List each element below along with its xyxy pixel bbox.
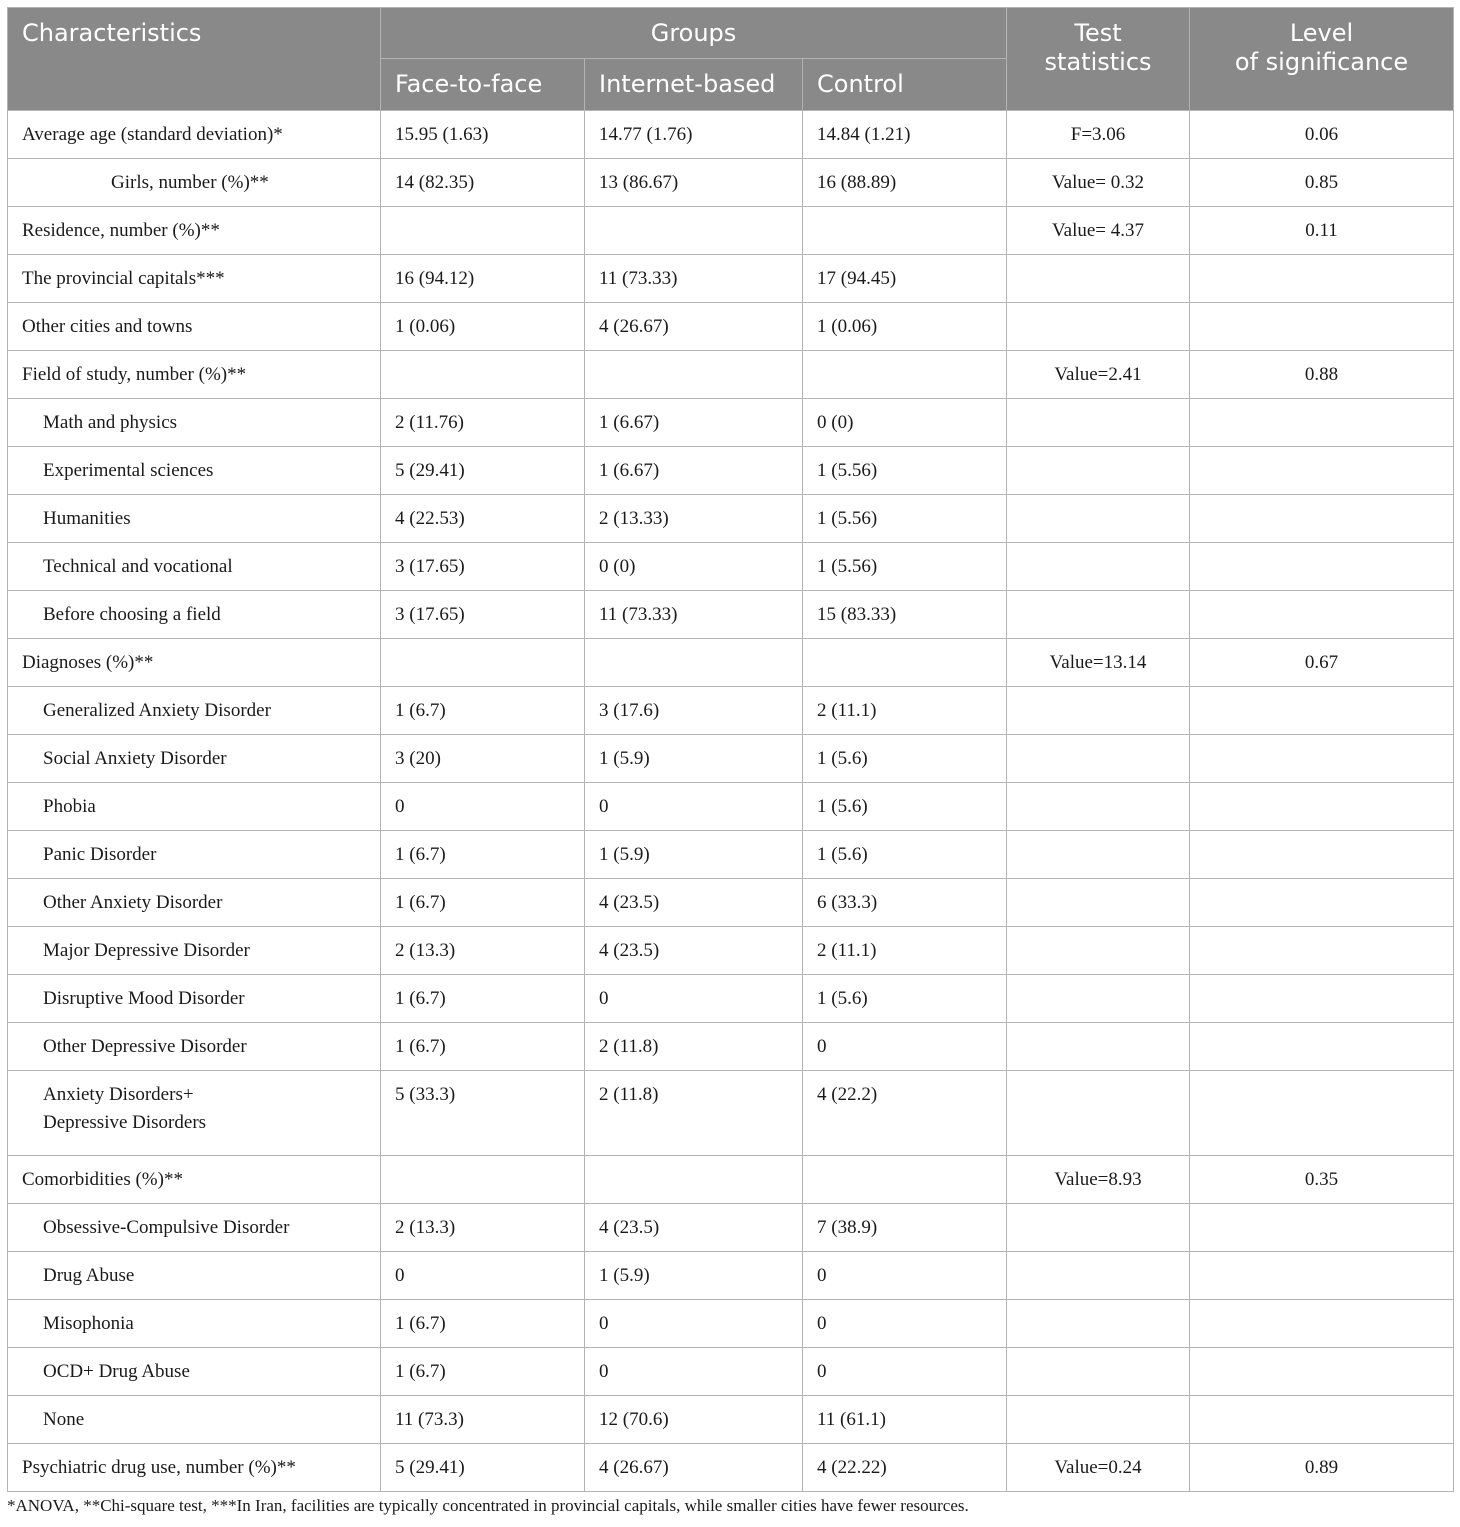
cell-face-to-face: 5 (29.41) (381, 447, 585, 495)
cell-internet-based: 1 (5.9) (585, 735, 803, 783)
cell-face-to-face: 1 (6.7) (381, 1300, 585, 1348)
row-label-text: Girls, number (%)** (111, 171, 269, 193)
cell-internet-based: 14.77 (1.76) (585, 111, 803, 159)
cell-control (803, 1156, 1007, 1204)
cell-face-to-face: 2 (11.76) (381, 399, 585, 447)
cell-test-statistic: Value= 4.37 (1007, 207, 1190, 255)
table-row (8, 927, 1454, 975)
cell-internet-based: 4 (23.5) (585, 879, 803, 927)
header-control: Control (803, 59, 1007, 111)
cell-test-statistic (1007, 495, 1190, 543)
row-label-text: Obsessive-Compulsive Disorder (43, 1216, 290, 1238)
row-label (8, 495, 381, 543)
cell-face-to-face (381, 639, 585, 687)
table-row (8, 1252, 1454, 1300)
table-row (8, 879, 1454, 927)
cell-internet-based: 0 (585, 1348, 803, 1396)
cell-internet-based: 2 (11.8) (585, 1023, 803, 1071)
cell-internet-based: 11 (73.33) (585, 255, 803, 303)
table-row (8, 1023, 1454, 1071)
cell-significance (1190, 831, 1454, 879)
row-label-text: Panic Disorder (43, 843, 157, 865)
cell-control (803, 207, 1007, 255)
cell-internet-based: 1 (5.9) (585, 1252, 803, 1300)
cell-internet-based: 2 (11.8) (585, 1071, 803, 1156)
header-sig-line2: of significance (1234, 48, 1409, 76)
cell-significance: 0.11 (1190, 207, 1454, 255)
cell-internet-based: 11 (73.33) (585, 591, 803, 639)
cell-control: 1 (5.6) (803, 783, 1007, 831)
row-label-text: OCD+ Drug Abuse (43, 1360, 190, 1382)
row-label (8, 1348, 381, 1396)
table-row (8, 687, 1454, 735)
row-label-text-line2: Depressive Disorders (43, 1112, 207, 1133)
row-label (8, 687, 381, 735)
cell-control: 4 (22.2) (803, 1071, 1007, 1156)
row-label-text: The provincial capitals*** (22, 267, 225, 289)
cell-significance (1190, 1071, 1454, 1156)
cell-test-statistic (1007, 1071, 1190, 1156)
row-label-text: Residence, number (%)** (22, 219, 220, 241)
cell-significance (1190, 1204, 1454, 1252)
header-characteristics: Characteristics (8, 8, 381, 111)
cell-significance (1190, 1396, 1454, 1444)
header-test-statistics (1007, 8, 1190, 111)
cell-significance: 0.06 (1190, 111, 1454, 159)
table-row (8, 399, 1454, 447)
cell-test-statistic: F=3.06 (1007, 111, 1190, 159)
cell-test-statistic (1007, 783, 1190, 831)
cell-internet-based: 4 (23.5) (585, 927, 803, 975)
cell-control: 1 (5.56) (803, 543, 1007, 591)
cell-face-to-face: 14 (82.35) (381, 159, 585, 207)
cell-internet-based: 0 (0) (585, 543, 803, 591)
cell-test-statistic: Value= 0.32 (1007, 159, 1190, 207)
cell-significance (1190, 543, 1454, 591)
cell-test-statistic: Value=8.93 (1007, 1156, 1190, 1204)
cell-face-to-face: 1 (6.7) (381, 975, 585, 1023)
row-label-text: Misophonia (43, 1312, 134, 1334)
row-label (8, 783, 381, 831)
row-label (8, 1444, 381, 1492)
table-row (8, 591, 1454, 639)
cell-face-to-face: 1 (6.7) (381, 1348, 585, 1396)
cell-control: 0 (803, 1300, 1007, 1348)
row-label (8, 543, 381, 591)
table-row (8, 255, 1454, 303)
cell-face-to-face: 0 (381, 783, 585, 831)
cell-face-to-face: 1 (6.7) (381, 879, 585, 927)
row-label (8, 975, 381, 1023)
cell-significance: 0.89 (1190, 1444, 1454, 1492)
cell-significance (1190, 975, 1454, 1023)
row-label (8, 111, 381, 159)
cell-significance: 0.88 (1190, 351, 1454, 399)
table-row (8, 303, 1454, 351)
cell-test-statistic (1007, 1300, 1190, 1348)
table-row (8, 1348, 1454, 1396)
row-label (8, 1023, 381, 1071)
cell-significance (1190, 303, 1454, 351)
header-row (8, 8, 1454, 59)
cell-significance (1190, 495, 1454, 543)
cell-control: 1 (0.06) (803, 303, 1007, 351)
header-level-of-significance (1190, 8, 1454, 111)
cell-test-statistic: Value=13.14 (1007, 639, 1190, 687)
table-row (8, 495, 1454, 543)
cell-control: 7 (38.9) (803, 1204, 1007, 1252)
cell-significance (1190, 879, 1454, 927)
cell-control (803, 639, 1007, 687)
row-label-text: Anxiety Disorders+ (43, 1084, 194, 1105)
cell-face-to-face (381, 207, 585, 255)
row-label-text: Experimental sciences (43, 459, 214, 481)
row-label (8, 351, 381, 399)
cell-test-statistic (1007, 879, 1190, 927)
row-label (8, 639, 381, 687)
cell-internet-based (585, 351, 803, 399)
characteristics-table-container (7, 7, 1453, 1492)
cell-test-statistic (1007, 255, 1190, 303)
cell-face-to-face: 4 (22.53) (381, 495, 585, 543)
cell-internet-based: 1 (6.67) (585, 399, 803, 447)
row-label (8, 255, 381, 303)
cell-control: 11 (61.1) (803, 1396, 1007, 1444)
cell-test-statistic (1007, 543, 1190, 591)
cell-significance (1190, 591, 1454, 639)
cell-face-to-face: 2 (13.3) (381, 1204, 585, 1252)
header-test-line1: Test (1074, 19, 1122, 47)
cell-internet-based: 0 (585, 975, 803, 1023)
cell-test-statistic (1007, 1396, 1190, 1444)
cell-face-to-face: 16 (94.12) (381, 255, 585, 303)
table-row (8, 1300, 1454, 1348)
cell-internet-based: 1 (5.9) (585, 831, 803, 879)
cell-test-statistic (1007, 1348, 1190, 1396)
row-label-text: None (43, 1408, 85, 1430)
cell-face-to-face: 1 (6.7) (381, 1023, 585, 1071)
cell-face-to-face: 3 (17.65) (381, 543, 585, 591)
cell-significance (1190, 687, 1454, 735)
cell-test-statistic (1007, 927, 1190, 975)
cell-significance: 0.35 (1190, 1156, 1454, 1204)
cell-internet-based (585, 639, 803, 687)
table-row (8, 1444, 1454, 1492)
row-label (8, 303, 381, 351)
row-label (8, 591, 381, 639)
row-label-text: Psychiatric drug use, number (%)** (22, 1456, 296, 1478)
cell-test-statistic (1007, 303, 1190, 351)
cell-significance (1190, 735, 1454, 783)
cell-control: 14.84 (1.21) (803, 111, 1007, 159)
cell-control: 6 (33.3) (803, 879, 1007, 927)
row-label (8, 1300, 381, 1348)
row-label (8, 1396, 381, 1444)
row-label (8, 879, 381, 927)
row-label-text: Phobia (43, 795, 96, 817)
cell-internet-based: 13 (86.67) (585, 159, 803, 207)
cell-face-to-face: 1 (0.06) (381, 303, 585, 351)
row-label-text: Math and physics (43, 411, 178, 433)
table-row (8, 207, 1454, 255)
cell-significance: 0.67 (1190, 639, 1454, 687)
cell-face-to-face: 2 (13.3) (381, 927, 585, 975)
cell-face-to-face: 0 (381, 1252, 585, 1300)
cell-test-statistic (1007, 1204, 1190, 1252)
cell-internet-based: 4 (23.5) (585, 1204, 803, 1252)
cell-face-to-face: 1 (6.7) (381, 687, 585, 735)
table-row (8, 111, 1454, 159)
row-label (8, 399, 381, 447)
cell-internet-based (585, 1156, 803, 1204)
cell-significance (1190, 255, 1454, 303)
row-label-text: Generalized Anxiety Disorder (43, 699, 271, 721)
cell-control: 1 (5.6) (803, 735, 1007, 783)
row-label-text: Comorbidities (%)** (22, 1168, 183, 1190)
cell-test-statistic: Value=2.41 (1007, 351, 1190, 399)
row-label-text: Other cities and towns (22, 315, 193, 337)
row-label (8, 447, 381, 495)
table-row (8, 447, 1454, 495)
row-label-text: Social Anxiety Disorder (43, 747, 227, 769)
cell-test-statistic (1007, 975, 1190, 1023)
row-label (8, 1156, 381, 1204)
cell-significance (1190, 783, 1454, 831)
cell-control: 1 (5.6) (803, 831, 1007, 879)
row-label-text: Drug Abuse (43, 1264, 135, 1286)
header-face-to-face: Face-to-face (381, 59, 585, 111)
table-row (8, 1396, 1454, 1444)
row-label (8, 831, 381, 879)
cell-internet-based: 4 (26.67) (585, 1444, 803, 1492)
cell-significance (1190, 1300, 1454, 1348)
cell-internet-based: 1 (6.67) (585, 447, 803, 495)
cell-face-to-face: 3 (20) (381, 735, 585, 783)
row-label-text: Average age (standard deviation)* (22, 123, 283, 145)
cell-control: 17 (94.45) (803, 255, 1007, 303)
row-label-text: Humanities (43, 507, 131, 529)
row-label (8, 735, 381, 783)
table-row (8, 543, 1454, 591)
cell-face-to-face: 3 (17.65) (381, 591, 585, 639)
cell-control: 4 (22.22) (803, 1444, 1007, 1492)
table-row (8, 1156, 1454, 1204)
cell-test-statistic (1007, 831, 1190, 879)
table-row (8, 351, 1454, 399)
header-sig-line1: Level (1289, 19, 1354, 47)
table-footnote: *ANOVA, **Chi-square test, ***In Iran, facilities are typically concentrated in provincial capitals, while smaller cities have fewer resources. (7, 1496, 969, 1515)
cell-control: 0 (803, 1023, 1007, 1071)
cell-control: 1 (5.56) (803, 447, 1007, 495)
table-row (8, 783, 1454, 831)
cell-internet-based: 3 (17.6) (585, 687, 803, 735)
cell-control: 16 (88.89) (803, 159, 1007, 207)
cell-internet-based: 12 (70.6) (585, 1396, 803, 1444)
cell-control: 2 (11.1) (803, 687, 1007, 735)
cell-control: 0 (803, 1252, 1007, 1300)
cell-internet-based: 4 (26.67) (585, 303, 803, 351)
cell-test-statistic (1007, 447, 1190, 495)
row-label (8, 207, 381, 255)
cell-face-to-face: 15.95 (1.63) (381, 111, 585, 159)
row-label (8, 159, 381, 207)
cell-significance (1190, 1252, 1454, 1300)
table-row (8, 639, 1454, 687)
cell-test-statistic (1007, 591, 1190, 639)
cell-test-statistic (1007, 735, 1190, 783)
table-row (8, 1204, 1454, 1252)
table-row (8, 975, 1454, 1023)
cell-significance (1190, 1348, 1454, 1396)
table-row (8, 1071, 1454, 1156)
cell-test-statistic (1007, 399, 1190, 447)
cell-face-to-face (381, 351, 585, 399)
cell-test-statistic (1007, 1023, 1190, 1071)
header-groups: Groups (381, 8, 1007, 59)
cell-significance (1190, 399, 1454, 447)
row-label-text: Other Anxiety Disorder (43, 891, 223, 913)
row-label (8, 1252, 381, 1300)
row-label-text: Field of study, number (%)** (22, 363, 247, 385)
cell-control: 2 (11.1) (803, 927, 1007, 975)
row-label (8, 1204, 381, 1252)
cell-face-to-face: 5 (33.3) (381, 1071, 585, 1156)
cell-face-to-face (381, 1156, 585, 1204)
header-test-line2: statistics (1044, 48, 1152, 76)
cell-control: 1 (5.6) (803, 975, 1007, 1023)
table-row (8, 735, 1454, 783)
cell-significance: 0.85 (1190, 159, 1454, 207)
row-label-text: Diagnoses (%)** (22, 651, 154, 673)
row-label-text: Before choosing a field (43, 603, 221, 625)
cell-test-statistic (1007, 1252, 1190, 1300)
cell-control: 15 (83.33) (803, 591, 1007, 639)
cell-significance (1190, 1023, 1454, 1071)
cell-internet-based: 0 (585, 1300, 803, 1348)
cell-control: 0 (0) (803, 399, 1007, 447)
cell-face-to-face: 1 (6.7) (381, 831, 585, 879)
row-label-text: Major Depressive Disorder (43, 939, 250, 961)
row-label-text: Technical and vocational (43, 555, 233, 577)
row-label-text: Disruptive Mood Disorder (43, 987, 245, 1009)
cell-face-to-face: 5 (29.41) (381, 1444, 585, 1492)
cell-control: 0 (803, 1348, 1007, 1396)
characteristics-table (7, 7, 1454, 1492)
table-body (8, 111, 1454, 1492)
cell-internet-based: 0 (585, 783, 803, 831)
header-internet-based: Internet-based (585, 59, 803, 111)
cell-test-statistic: Value=0.24 (1007, 1444, 1190, 1492)
cell-control: 1 (5.56) (803, 495, 1007, 543)
cell-test-statistic (1007, 687, 1190, 735)
cell-significance (1190, 927, 1454, 975)
row-label (8, 1071, 381, 1156)
cell-internet-based (585, 207, 803, 255)
table-row (8, 831, 1454, 879)
table-row (8, 159, 1454, 207)
row-label (8, 927, 381, 975)
cell-control (803, 351, 1007, 399)
cell-internet-based: 2 (13.33) (585, 495, 803, 543)
row-label-text: Other Depressive Disorder (43, 1035, 247, 1057)
cell-significance (1190, 447, 1454, 495)
cell-face-to-face: 11 (73.3) (381, 1396, 585, 1444)
